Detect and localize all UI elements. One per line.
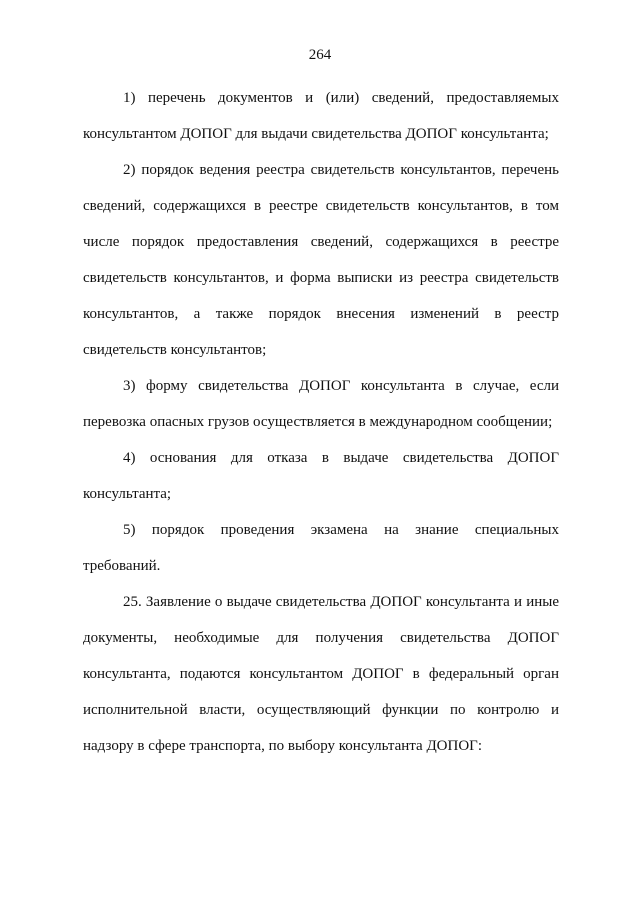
list-item-5: 5) порядок проведения экзамена на знание специальных требований. bbox=[83, 522, 559, 574]
list-item-1: 1) перечень документов и (или) сведений, предоставляемых консультантом ДОПОГ для выдачи свидетельства ДОПОГ консультанта; bbox=[83, 90, 559, 142]
list-item-2: 2) порядок ведения реестра свидетельств консультантов, перечень сведений, содержащихся в реестре свидетельств консультантов, в том числе порядок предоставления сведений, содержащихся в реестре свидетельств консультантов, и форма выписки из реестра свидетельств консультантов, а также порядок внесения изменений в реестр свидетельств консультантов; bbox=[83, 162, 559, 358]
page-number: 264 bbox=[308, 47, 332, 63]
list-item-4: 4) основания для отказа в выдаче свидетельства ДОПОГ консультанта; bbox=[83, 450, 559, 502]
document-body bbox=[83, 80, 559, 764]
paragraph-25: 25. Заявление о выдаче свидетельства ДОПОГ консультанта и иные документы, необходимые для получения свидетельства ДОПОГ консультанта, подаются консультантом ДОПОГ в федеральный орган исполнительной власти, осуществляющий функции по контролю и надзору в сфере транспорта, по выбору консультанта ДОПОГ: bbox=[83, 594, 559, 754]
list-item-3: 3) форму свидетельства ДОПОГ консультанта в случае, если перевозка опасных грузов осуществляется в международном сообщении; bbox=[83, 378, 559, 430]
